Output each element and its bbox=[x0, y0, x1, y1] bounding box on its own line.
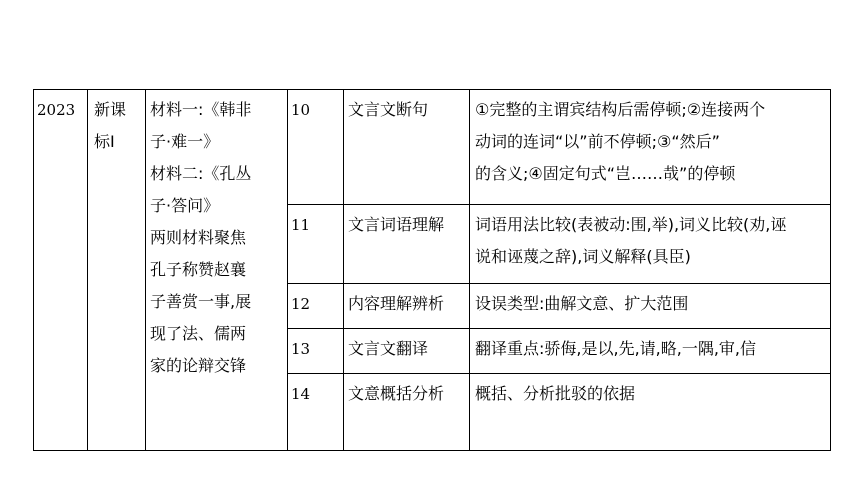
question-type-cell: 文言文翻译 bbox=[344, 329, 470, 374]
material-line: 现了法、儒两 bbox=[150, 324, 247, 343]
exam-analysis-table bbox=[33, 89, 831, 451]
material-line: 子·答问》 bbox=[150, 196, 220, 215]
question-description-cell bbox=[470, 374, 831, 451]
question-number-cell: 14 bbox=[288, 374, 344, 451]
question-type-cell: 文言词语理解 bbox=[344, 205, 470, 284]
question-description-cell bbox=[470, 205, 831, 284]
question-type-cell: 文言文断句 bbox=[344, 90, 470, 205]
paper-cell bbox=[88, 90, 146, 451]
description-line: 设误类型:曲解文意、扩大范围 bbox=[475, 294, 689, 313]
description-line: 动词的连词“以”前不停顿;③“然后” bbox=[475, 132, 720, 151]
paper-line: 标Ⅰ bbox=[94, 132, 115, 151]
material-line: 子善赏一事,展 bbox=[150, 292, 252, 311]
question-description-cell bbox=[470, 329, 831, 374]
question-number-cell: 13 bbox=[288, 329, 344, 374]
material-line: 材料一:《韩非 bbox=[150, 100, 252, 119]
question-number-cell: 10 bbox=[288, 90, 344, 205]
description-line: 概括、分析批驳的依据 bbox=[475, 384, 636, 403]
question-type-cell: 文意概括分析 bbox=[344, 374, 470, 451]
question-description-cell bbox=[470, 284, 831, 329]
question-type-cell: 内容理解辨析 bbox=[344, 284, 470, 329]
description-line: 词语用法比较(表被动:围,举),词义比较(劝,诬 bbox=[475, 215, 787, 234]
question-description-cell bbox=[470, 90, 831, 205]
year-cell: 2023 bbox=[34, 90, 88, 451]
description-line: ①完整的主谓宾结构后需停顿;②连接两个 bbox=[475, 100, 766, 119]
question-number-cell: 12 bbox=[288, 284, 344, 329]
description-line: 的含义;④固定句式“岂……哉”的停顿 bbox=[475, 164, 736, 183]
material-line: 子·难一》 bbox=[150, 132, 220, 151]
material-line: 孔子称赞赵襄 bbox=[150, 260, 247, 279]
exam-analysis-table-wrapper bbox=[33, 89, 830, 416]
paper-line: 新课 bbox=[94, 100, 127, 119]
question-number-cell: 11 bbox=[288, 205, 344, 284]
material-line: 两则材料聚焦 bbox=[150, 228, 247, 247]
material-line: 家的论辩交锋 bbox=[150, 356, 247, 375]
material-cell bbox=[146, 90, 288, 451]
description-line: 说和诬蔑之辞),词义解释(具臣) bbox=[475, 247, 691, 266]
table-row bbox=[34, 90, 831, 205]
description-line: 翻译重点:骄侮,是以,先,请,略,一隅,审,信 bbox=[475, 339, 756, 358]
material-line: 材料二:《孔丛 bbox=[150, 164, 252, 183]
